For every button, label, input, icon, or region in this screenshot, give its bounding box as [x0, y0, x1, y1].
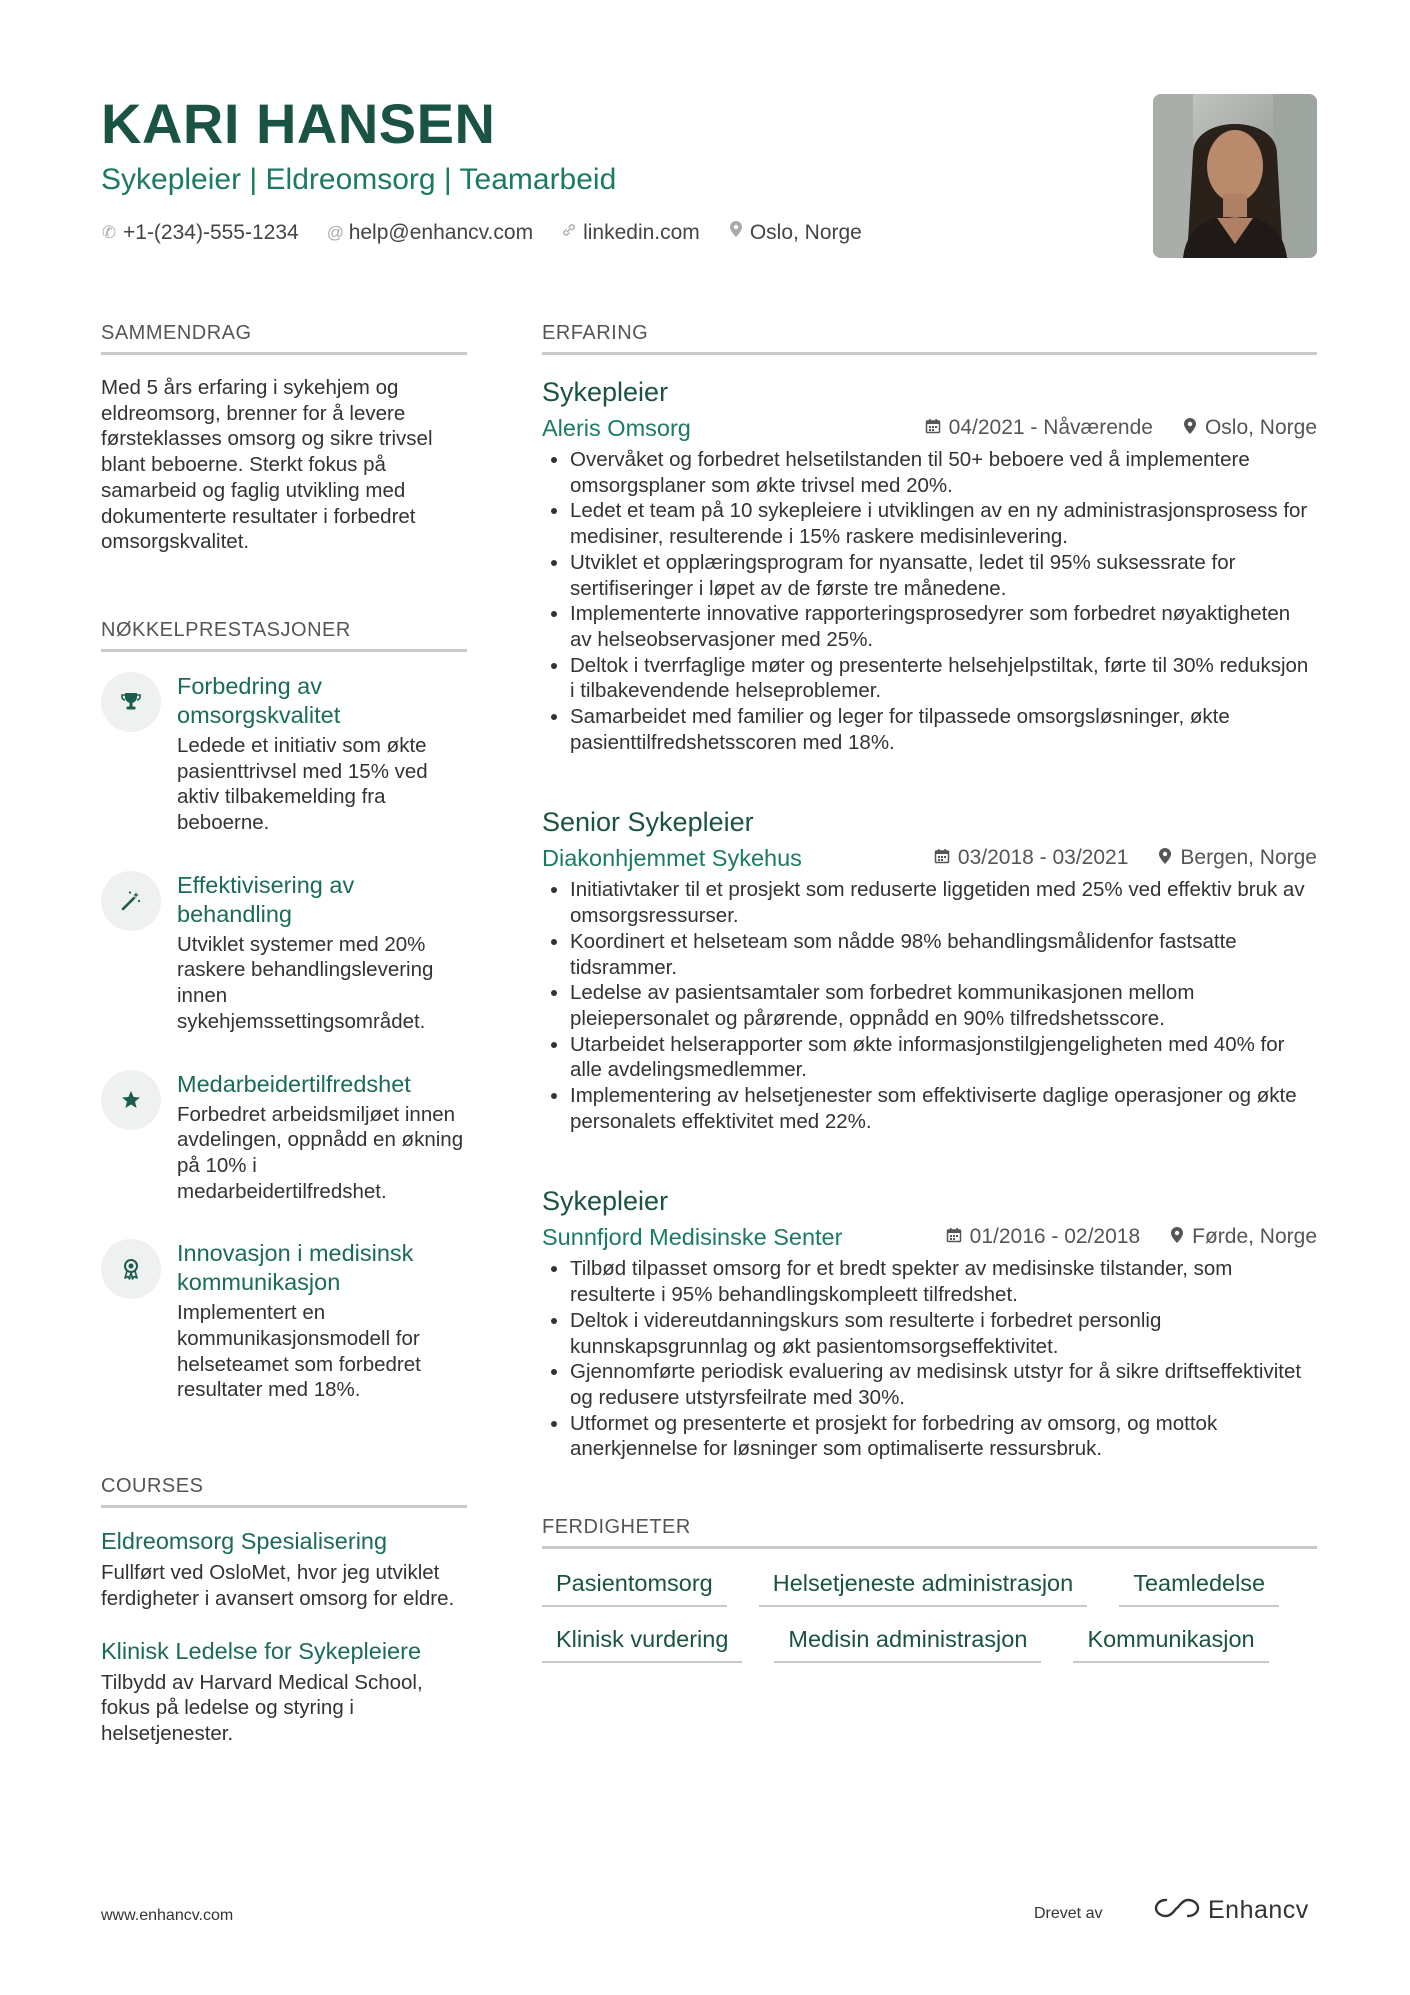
calendar-icon: [946, 1227, 962, 1248]
job-entry: [542, 805, 1317, 1134]
calendar-icon: [925, 418, 941, 439]
job-bullets: [542, 447, 1317, 755]
company-name: Diakonhjemmet Sykehus: [542, 845, 802, 872]
phone-icon: ✆: [101, 223, 117, 242]
job-dates-text: 04/2021 - Nåværende: [948, 416, 1153, 439]
job-meta: [934, 846, 1317, 870]
enhancv-logo[interactable]: [1154, 1896, 1309, 1925]
job-entry: [542, 1184, 1317, 1462]
contact-email[interactable]: [327, 218, 533, 248]
calendar-icon: [934, 848, 950, 869]
profile-photo: [1153, 94, 1317, 258]
achievement-item: [101, 1070, 467, 1205]
at-icon: @: [326, 223, 344, 242]
bullet-item: • Overvåket og forbedret helsetilstanden til 50+ beboere ved å implementere omsorgsplaner som økte trivsel med 20%.: [570, 447, 1317, 498]
link-icon: [561, 218, 577, 248]
course-item: [101, 1526, 467, 1611]
company-name: Sunnfjord Medisinske Senter: [542, 1224, 843, 1251]
candidate-name: KARI HANSEN: [101, 92, 496, 155]
achievement-title: Forbedring av omsorgskvalitet: [177, 672, 341, 728]
job-dates: [925, 416, 1153, 440]
achievement-item: [101, 672, 467, 836]
map-pin-icon: [1158, 847, 1172, 870]
summary-heading: SAMMENDRAG: [101, 320, 467, 355]
achievement-desc: Implementert en kommunikasjonsmodell for helseteamet som forbedret resultater med 18%.: [177, 1301, 421, 1402]
job-bullets: [542, 877, 1317, 1134]
resume-header: [101, 92, 1321, 248]
bullet-item: • Utviklet et opplæringsprogram for nyansatte, ledet til 95% suksessrate for sertifiseringer i løpet av de første tre månedene.: [570, 550, 1317, 601]
bullet-item: • Utarbeidet helserapporter som økte informasjonstilgjengeligheten med 40% for alle avdelingsmedlemmer.: [570, 1032, 1317, 1083]
email-text[interactable]: help@enhancv.com: [348, 221, 534, 244]
brand-name: Enhancv: [1208, 1896, 1309, 1924]
contact-linkedin[interactable]: [561, 218, 700, 248]
job-location-text: Oslo, Norge: [1204, 416, 1317, 439]
job-location-text: Førde, Norge: [1192, 1225, 1317, 1249]
courses-heading: COURSES: [101, 1473, 467, 1508]
company-name: Aleris Omsorg: [542, 415, 691, 441]
skill-tag: Klinisk vurdering: [542, 1621, 742, 1663]
achievement-desc: Ledede et initiativ som økte pasienttrivsel med 15% ved aktiv tilbakemelding fra beboerne.: [177, 733, 428, 835]
skill-tag: Pasientomsorg: [542, 1565, 727, 1607]
trophy-icon: [101, 672, 161, 732]
job-entry: [542, 375, 1317, 755]
course-desc: Fullført ved OsloMet, hvor jeg utviklet ferdigheter i avansert omsorg for eldre.: [101, 1561, 455, 1610]
magic-wand-icon: [101, 871, 161, 931]
contact-row: [101, 218, 1321, 248]
award-ribbon-icon: [101, 1239, 161, 1299]
job-meta-row: [542, 1222, 1317, 1252]
job-meta-row: [542, 843, 1317, 873]
job-location: [1170, 1225, 1317, 1249]
achievement-item: [101, 871, 467, 1035]
job-location: [1158, 846, 1317, 870]
skill-tag: Medisin administrasjon: [774, 1621, 1041, 1663]
skills-heading: FERDIGHETER: [542, 1514, 1317, 1549]
bullet-item: • Tilbød tilpasset omsorg for et bredt spekter av medisinske tilstander, som resulterte i 95% behandlingskompleett tilfredshet.: [570, 1256, 1317, 1307]
job-location-text: Bergen, Norge: [1180, 846, 1317, 870]
bullet-item: • Koordinert et helseteam som nådde 98% behandlingsmålidenfor fastsatte tidsrammer.: [570, 929, 1317, 980]
bullet-item: • Samarbeidet med familier og leger for tilpassede omsorgsløsninger, økte pasienttilfredshetsscoren med 18%.: [570, 704, 1317, 755]
achievement-title: Medarbeidertilfredshet: [177, 1070, 411, 1097]
bullet-item: • Initiativtaker til et prosjekt som reduserte liggetiden med 25% ved effektiv bruk av omsorgsressurser.: [570, 877, 1317, 928]
skill-tag: Kommunikasjon: [1073, 1621, 1268, 1663]
job-bullets: [542, 1256, 1317, 1462]
bullet-item: • Implementerte innovative rapporteringsprosedyrer som forbedret nøyaktigheten av helseobservasjoner med 25%.: [570, 601, 1317, 652]
experience-heading: ERFARING: [542, 320, 1317, 355]
contact-phone: [101, 218, 299, 248]
job-title: Sykepleier: [542, 1186, 669, 1217]
skill-tag: Helsetjeneste administrasjon: [759, 1565, 1087, 1607]
experience-section: [542, 320, 1317, 1462]
map-pin-icon: [1183, 417, 1197, 440]
job-dates-text: 01/2016 - 02/2018: [969, 1225, 1141, 1249]
footer-url[interactable]: www.enhancv.com: [101, 1907, 234, 1924]
job-meta: [946, 1225, 1317, 1249]
summary-section: [101, 320, 467, 555]
skills-list: [542, 1565, 1317, 1663]
bullet-item: • Utformet og presenterte et prosjekt for forbedring av omsorg, og mottok anerkjennelse for løsninger som optimaliserte ressursbruk.: [570, 1411, 1317, 1462]
job-dates: [946, 1225, 1140, 1249]
contact-location: [728, 218, 862, 248]
job-meta: [925, 416, 1317, 440]
skill-tag: Teamledelse: [1119, 1565, 1279, 1607]
achievement-desc: Forbedret arbeidsmiljøet innen avdelingen, oppnådd en økning på 10% i medarbeidertilfredshet.: [177, 1102, 464, 1203]
achievements-section: [101, 617, 467, 1403]
location-text: Oslo, Norge: [749, 221, 862, 244]
bullet-item: • Implementering av helsetjenester som effektiviserte daglige operasjoner og økte personalets effektivitet med 22%.: [570, 1083, 1317, 1134]
courses-section: [101, 1473, 467, 1747]
job-dates-text: 03/2018 - 03/2021: [957, 846, 1129, 870]
course-item: [101, 1636, 467, 1747]
achievement-desc: Utviklet systemer med 20% raskere behandlingslevering innen sykehjemssettingsområdet.: [177, 932, 434, 1033]
linkedin-text[interactable]: linkedin.com: [583, 221, 700, 244]
candidate-tagline: Sykepleier | Eldreomsorg | Teamarbeid: [101, 163, 617, 196]
bullet-item: • Deltok i tverrfaglige møter og presenterte helsehjelpstiltak, førte til 30% reduksjon i tilbakevendende helseproblemer.: [570, 653, 1317, 704]
right-column: [542, 320, 1317, 1663]
course-desc: Tilbydd av Harvard Medical School, fokus på ledelse og styring i helsetjenester.: [101, 1670, 423, 1745]
phone-text: +1-(234)-555-1234: [123, 221, 299, 244]
bullet-item: • Ledelse av pasientsamtaler som forbedret kommunikasjonen mellom pleiepersonalet og pårørende, oppnådd en 90% tilfredshetsscore.: [570, 980, 1317, 1031]
job-title: Senior Sykepleier: [542, 807, 754, 838]
bullet-item: • Gjennomførte periodisk evaluering av medisinsk utstyr for å sikre driftseffektivitet og redusere utstyrsfeilrate med 30%.: [570, 1359, 1317, 1410]
achievement-title: Innovasjon i medisinsk kommunikasjon: [177, 1240, 414, 1296]
achievements-heading: NØKKELPRESTASJONER: [101, 617, 467, 652]
map-pin-icon: [1170, 1226, 1184, 1249]
infinity-logo-icon: [1154, 1896, 1200, 1925]
footer-powered-by: Drevet av: [1034, 1905, 1103, 1922]
map-pin-icon: [728, 218, 744, 248]
course-title: Eldreomsorg Spesialisering: [101, 1528, 388, 1555]
job-location: [1183, 416, 1317, 440]
achievement-item: [101, 1239, 467, 1403]
course-title: Klinisk Ledelse for Sykepleiere: [101, 1637, 422, 1664]
job-dates: [934, 846, 1128, 870]
summary-text: Med 5 års erfaring i sykehjem og eldreomsorg, brenner for å levere førsteklasses omsorg og sikre trivsel blant beboerne. Sterkt fokus på samarbeid og faglig utvikling med dokumenterte resultater i forbedret omsorgskvalitet.: [101, 376, 433, 554]
achievement-title: Effektivisering av behandling: [177, 871, 355, 927]
bullet-item: • Deltok i videreutdanningskurs som resulterte i forbedret personlig kunnskapsgrunnlag og økt pasientomsorgseffektivitet.: [570, 1308, 1317, 1359]
job-title: Sykepleier: [542, 377, 669, 407]
bullet-item: • Ledet et team på 10 sykepleiere i utviklingen av en ny administrasjonsprosess for medisiner, resulterende i 15% raskere medisinlevering.: [570, 498, 1317, 549]
star-icon: [101, 1070, 161, 1130]
job-meta-row: [542, 413, 1317, 443]
left-column: [101, 320, 467, 1747]
skills-section: [542, 1514, 1317, 1663]
